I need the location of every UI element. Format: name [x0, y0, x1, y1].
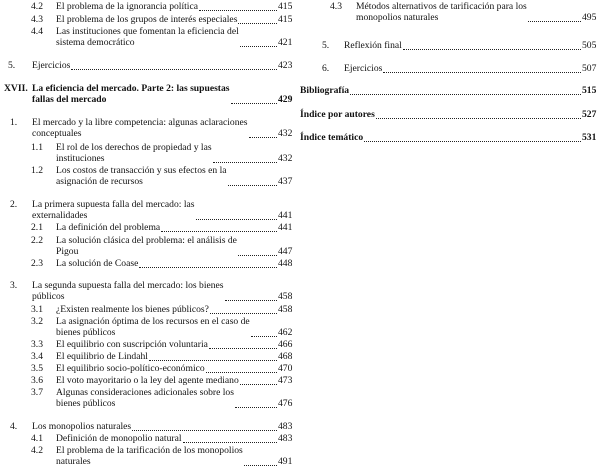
toc-entry-title: [56, 375, 239, 386]
toc-entry-title: [300, 132, 363, 143]
toc-entry-page: 432: [278, 153, 293, 164]
toc-leader-dots: [132, 430, 277, 431]
toc-entry-title: [32, 60, 70, 71]
toc-entry-number: 1.2: [31, 165, 43, 176]
toc-entry-title: [56, 26, 239, 48]
toc-leader-dots: [240, 384, 277, 385]
toc-entry-number: 2.1: [31, 222, 43, 233]
toc-leader-dots: [403, 49, 581, 50]
toc-entry-title: [32, 280, 224, 302]
toc-entry-page: 448: [278, 258, 293, 269]
toc-entry-title: [344, 63, 382, 74]
toc-entry: [0, 445, 296, 469]
toc-entry-title-line: Ejercicios: [344, 63, 383, 74]
toc-entry: [0, 165, 296, 189]
toc-entry: [300, 63, 600, 76]
toc-entry-page: 458: [278, 304, 293, 315]
toc-entry-title: [56, 387, 234, 409]
toc-leader-dots: [71, 69, 277, 70]
toc-entry-number: 4.2: [31, 1, 43, 12]
toc-leader-dots: [528, 21, 581, 22]
toc-entry-number: 1.1: [31, 142, 43, 153]
toc-entry-title-line: fallas del mercado: [32, 94, 107, 105]
toc-entry: [0, 235, 296, 259]
toc-entry-page: 415: [278, 1, 293, 12]
toc-entry-number: 3.: [10, 280, 18, 291]
toc-entry: [0, 117, 296, 141]
toc-entry-page: 447: [278, 246, 293, 257]
toc-leader-dots: [249, 137, 277, 138]
toc-leader-dots: [209, 348, 277, 349]
toc-entry: [300, 109, 600, 122]
toc-leader-dots: [251, 336, 277, 337]
toc-entry-title-line: El voto mayoritario o la ley del agente mediano: [56, 375, 239, 386]
toc-entry-number: 4.3: [31, 14, 43, 25]
toc-entry-page: 441: [278, 222, 293, 233]
toc-entry-page: 527: [582, 109, 597, 120]
toc-entry: [0, 60, 296, 73]
toc-entry-page: 429: [278, 94, 293, 105]
toc-entry-title-line: Definición de monopolio natural: [56, 433, 182, 444]
toc-entry-title-line: Los monopolios naturales: [32, 421, 132, 432]
toc-leader-dots: [383, 72, 581, 73]
toc-entry-number: 3.1: [31, 304, 43, 315]
toc-leader-dots: [231, 103, 277, 104]
toc-leader-dots: [199, 10, 277, 11]
toc-entry: [300, 85, 600, 98]
toc-entry-title: [32, 199, 195, 221]
toc-entry-title: [56, 14, 237, 25]
toc-entry-page: 495: [582, 12, 597, 23]
toc-entry-title: [32, 83, 230, 105]
toc-entry: [0, 1, 296, 14]
toc-entry-title: [56, 1, 198, 12]
toc-entry-title-line: El equilibrio con suscripción voluntaria: [56, 339, 208, 350]
toc-entry-page: 441: [278, 210, 293, 221]
toc-entry-number: 2.3: [31, 258, 43, 269]
toc-entry-number: 2.2: [31, 235, 43, 246]
toc-entry-number: 4.2: [31, 445, 43, 456]
toc-leader-dots: [376, 118, 581, 119]
toc-entry-title: [32, 117, 248, 139]
toc-entry-title: [356, 1, 527, 23]
toc-entry-page: 476: [278, 398, 293, 409]
toc-entry-title-line: La segunda supuesta falla del mercado: los bienes: [32, 280, 224, 291]
toc-entry-page: 531: [582, 132, 597, 143]
toc-leader-dots: [238, 255, 277, 256]
toc-entry-title-line: La eficiencia del mercado. Parte 2: las supuestas: [32, 83, 230, 94]
toc-entry-number: 3.3: [31, 339, 43, 350]
toc-entry: [0, 387, 296, 411]
toc-entry-title: [56, 433, 182, 444]
toc-entry-title: [56, 445, 243, 467]
toc-entry-number: 3.2: [31, 316, 43, 327]
toc-entry-number: 4.1: [31, 433, 43, 444]
toc-entry-page: 473: [278, 375, 293, 386]
toc-entry-page: 458: [278, 291, 293, 302]
toc-leader-dots: [196, 219, 277, 220]
toc-entry-title-line: El rol de los derechos de propiedad y las: [56, 142, 212, 153]
toc-leader-dots: [213, 162, 277, 163]
toc-entry-title-line: Reflexión final: [344, 40, 402, 51]
toc-entry: [0, 83, 296, 107]
toc-entry-title-line: Ejercicios: [32, 60, 71, 71]
toc-entry-number: XVII.: [4, 83, 28, 94]
toc-entry: [300, 40, 600, 53]
toc-entry-number: 5.: [8, 60, 16, 71]
toc-entry-title: [56, 351, 148, 362]
toc-entry-title: [56, 363, 205, 374]
toc-entry-page: 507: [582, 63, 597, 74]
toc-entry-page: 505: [582, 40, 597, 51]
toc-leader-dots: [364, 141, 581, 142]
toc-leader-dots: [238, 23, 277, 24]
toc-entry-title: [56, 316, 250, 338]
toc-entry-title-line: El mercado y la libre competencia: algunas aclaraciones: [32, 117, 248, 128]
toc-entry-page: 515: [582, 85, 597, 96]
toc-entry-page: 491: [278, 456, 293, 467]
toc-leader-dots: [149, 360, 277, 361]
toc-entry-title-line: ¿Existen realmente los bienes públicos?: [56, 304, 209, 315]
toc-leader-dots: [244, 465, 277, 466]
toc-entry-title-line: El equilibrio socio-político-económico: [56, 363, 205, 374]
toc-entry-title-line: sistema democrático: [56, 37, 135, 48]
toc-entry-title: [56, 235, 237, 257]
toc-leader-dots: [228, 185, 277, 186]
toc-entry-title-line: Pigou: [56, 246, 79, 257]
toc-leader-dots: [225, 300, 277, 301]
toc-entry-page: 432: [278, 128, 293, 139]
toc-entry-title-line: Las instituciones que fomentan la eficiencia del: [56, 26, 239, 37]
toc-entry-title-line: El problema de la ignorancia política: [56, 1, 198, 12]
toc-entry-title-line: La solución clásica del problema: el análisis de: [56, 235, 237, 246]
toc-entry-number: 3.4: [31, 351, 43, 362]
toc-entry-title: [344, 40, 402, 51]
toc-entry-title: [300, 85, 349, 96]
toc-entry: [0, 222, 296, 235]
toc-entry-number: 4.: [10, 421, 18, 432]
toc-entry-title-line: instituciones: [56, 153, 105, 164]
toc-leader-dots: [206, 372, 277, 373]
toc-entry-title-line: bienes públicos: [56, 398, 116, 409]
toc-entry-title: [56, 304, 209, 315]
toc-entry-title-line: La definición del problema: [56, 222, 161, 233]
toc-entry-title: [56, 258, 138, 269]
toc-entry-title-line: La solución de Coase: [56, 258, 139, 269]
toc-entry: [0, 258, 296, 271]
toc-entry-page: 466: [278, 339, 293, 350]
toc-entry-page: 421: [278, 37, 293, 48]
toc-entry-title: [56, 142, 212, 164]
toc-entry-number: 6.: [322, 63, 330, 74]
toc-entry-page: 483: [278, 433, 293, 444]
toc-entry-number: 5.: [322, 40, 330, 51]
toc-entry-number: 2.: [10, 199, 18, 210]
toc-entry-title-line: Métodos alternativos de tarificación para los: [356, 1, 527, 12]
toc-entry: [300, 132, 600, 145]
toc-entry-title-line: El equilibrio de Lindahl: [56, 351, 148, 362]
toc-leader-dots: [240, 46, 277, 47]
toc-entry-title-line: conceptuales: [32, 128, 82, 139]
toc-leader-dots: [350, 94, 581, 95]
toc-entry-title-line: bienes públicos: [56, 327, 116, 338]
toc-entry: [300, 1, 600, 25]
toc-entry-page: 437: [278, 176, 293, 187]
toc-leader-dots: [183, 442, 277, 443]
toc-entry-title-line: externalidades: [32, 210, 88, 221]
toc-entry-title-line: Índice temático: [300, 132, 364, 143]
toc-entry: [0, 199, 296, 223]
toc-entry-page: 470: [278, 363, 293, 374]
toc-entry-title: [32, 421, 131, 432]
toc-leader-dots: [139, 267, 277, 268]
toc-entry-title-line: públicos: [32, 291, 65, 302]
toc-entry-title-line: asignación de recursos: [56, 176, 143, 187]
toc-entry: [0, 26, 296, 50]
toc-entry-title: [300, 109, 375, 120]
toc-entry-number: 1.: [10, 117, 18, 128]
toc-entry-title-line: Bibliografía: [300, 85, 350, 96]
toc-entry-title-line: El problema de los grupos de interés especiales: [56, 14, 238, 25]
toc-entry-page: 423: [278, 60, 293, 71]
toc-entry-page: 468: [278, 351, 293, 362]
toc-entry: [0, 142, 296, 166]
toc-entry-page: 462: [278, 327, 293, 338]
toc-entry-title-line: monopolios naturales: [356, 12, 439, 23]
toc-entry-title-line: La asignación óptima de los recursos en el caso de: [56, 316, 250, 327]
toc-entry-page: 415: [278, 14, 293, 25]
toc-entry: [0, 280, 296, 304]
toc-entry-title-line: La primera supuesta falla del mercado: las: [32, 199, 195, 210]
toc-leader-dots: [161, 231, 277, 232]
toc-leader-dots: [210, 313, 277, 314]
toc-entry-number: 4.3: [330, 1, 342, 12]
toc-entry-title: [56, 339, 208, 350]
toc-entry-number: 4.4: [31, 26, 43, 37]
toc-entry: [0, 316, 296, 340]
toc-entry-title-line: Los costos de transacción y sus efectos en la: [56, 165, 227, 176]
toc-entry-title-line: El problema de la tarificación de los monopolios: [56, 445, 243, 456]
toc-entry-title-line: Algunas consideraciones adicionales sobre los: [56, 387, 234, 398]
toc-entry-title: [56, 165, 227, 187]
toc-entry-title-line: naturales: [56, 456, 91, 467]
toc-entry-number: 3.6: [31, 375, 43, 386]
toc-entry-page: 483: [278, 421, 293, 432]
toc-leader-dots: [235, 407, 277, 408]
toc-entry-title-line: Índice por autores: [300, 109, 375, 120]
toc-entry-number: 3.7: [31, 387, 43, 398]
toc-entry-number: 3.5: [31, 363, 43, 374]
toc-entry-title: [56, 222, 160, 233]
